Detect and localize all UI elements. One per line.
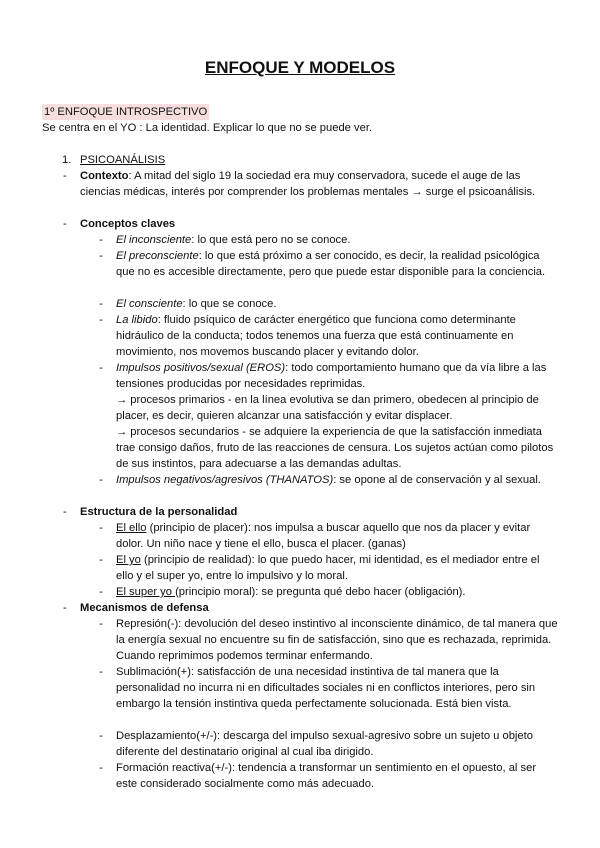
section-intro: Se centra en el YO : La identidad. Explicar lo que no se puede ver. xyxy=(42,122,373,134)
mecanismo-item: Desplazamiento(+/-): descarga del impulso sexual-agresivo sobre un sujeto u objeto diferente del destinatario original al cual iba dirigido. xyxy=(116,730,533,758)
bullet-dash: - xyxy=(63,170,67,182)
estructura-term: El ello xyxy=(116,522,147,534)
concept-term: La libido xyxy=(116,314,158,326)
bullet-dash: - xyxy=(99,314,103,326)
contexto-label: Contexto xyxy=(80,170,129,182)
concept-term: El preconsciente xyxy=(116,250,199,262)
estructura-item xyxy=(116,584,558,600)
mecanismo-item: Sublimación(+): satisfacción de una necesidad instintiva de tal manera que la personalidad no incurra ni en dificultades sociales ni en conflictos interiores, pero sin embargo la tensión instintiva queda perfectamente solucionada. Está bien vista. xyxy=(116,666,536,710)
estructura-item xyxy=(116,520,558,552)
bullet-dash: - xyxy=(99,666,103,678)
bullet-dash: - xyxy=(63,218,67,230)
concept-subitem: → procesos secundarios - se adquiere la experiencia de que la satisfacción inmediata trae consigo daños, fruto de las reacciones de censura. Los sujetos actúan como pilotos de sus instintos, para adecuarse a las demandas adultas. xyxy=(116,426,554,470)
bullet-dash: - xyxy=(99,618,103,630)
bullet-dash: - xyxy=(63,602,67,614)
concept-item xyxy=(116,248,558,280)
bullet-dash: - xyxy=(99,730,103,742)
concept-item xyxy=(116,232,558,248)
concept-text: : lo que está próximo a ser conocido, es decir, la realidad psicológica que no es accesible directamente, pero que puede estar disponible para la conciencia. xyxy=(116,250,546,278)
estructura-text: (principio de placer): nos impulsa a buscar aquello que nos da placer y evitar dolor. Un niño nace y tiene el ello, busca el placer. (ganas) xyxy=(116,522,531,550)
estructura-heading: Estructura de la personalidad xyxy=(80,506,238,518)
estructura-text: (principio de realidad): lo que puedo hacer, mi identidad, es el mediador entre el ello y el super yo, entre lo impulsivo y lo moral. xyxy=(116,554,540,582)
concept-term: Impulsos positivos/sexual (EROS) xyxy=(116,362,286,374)
estructura-term: El yo xyxy=(116,554,141,566)
bullet-dash: - xyxy=(99,298,103,310)
concept-term: Impulsos negativos/agresivos (THANATOS) xyxy=(116,474,334,486)
bullet-dash: - xyxy=(99,250,103,262)
conceptos-heading: Conceptos claves xyxy=(80,218,176,230)
bullet-dash: - xyxy=(99,586,103,598)
section-heading: 1º ENFOQUE INTROSPECTIVO xyxy=(44,106,208,118)
document-title: ENFOQUE Y MODELOS xyxy=(204,58,396,77)
estructura-item xyxy=(116,552,558,584)
concept-item xyxy=(116,472,558,488)
mecanismo-item: Formación reactiva(+/-): tendencia a transformar un sentimiento en el opuesto, al ser este considerado socialmente como más adecuado. xyxy=(116,762,537,790)
concept-text: : lo que se conoce. xyxy=(182,298,277,310)
list-number: 1. xyxy=(62,154,72,166)
concept-text: : fluido psíquico de carácter energético que funciona como determinante hidráulico de la conducta; todos tenemos una fuerza que está continuamente en movimiento, nos movemos buscando placer y evitando dolor. xyxy=(116,314,516,358)
contexto-text: : A mitad del siglo 19 la sociedad era muy conservadora, sucede el auge de las ciencias médicas, interés por comprender los problemas mentales → surge el psicoanálisis. xyxy=(80,170,536,198)
bullet-dash: - xyxy=(99,234,103,246)
contexto-paragraph xyxy=(80,168,562,200)
concept-term: El consciente xyxy=(116,298,183,310)
bullet-dash: - xyxy=(99,554,103,566)
concept-item xyxy=(116,312,558,360)
concept-item xyxy=(116,360,558,392)
bullet-dash: - xyxy=(99,474,103,486)
concept-text: : todo comportamiento humano que da vía libre a las tensiones producidas por necesidades reprimidas. xyxy=(116,362,547,390)
bullet-dash: - xyxy=(99,522,103,534)
concept-subitem: → procesos primarios - en la línea evolutiva se dan primero, obedecen al principio de placer, es decir, quieren alcanzar una satisfacción y evitar displacer. xyxy=(116,394,539,422)
mecanismos-heading: Mecanismos de defensa xyxy=(80,602,209,614)
mecanismo-item: Represión(-): devolución del deseo instintivo al inconsciente dinámico, de tal manera que la energía sexual no encuentre su fin de satisfacción, sino que es rechazada, reprimida. Cuando reprimimos podemos terminar enfermando. xyxy=(116,618,558,662)
estructura-text: (principio moral): se pregunta qué debo hacer (obligación). xyxy=(175,586,466,598)
bullet-dash: - xyxy=(99,362,103,374)
estructura-term: El super yo xyxy=(116,586,176,598)
concept-term: El inconsciente xyxy=(116,234,192,246)
concept-text: : lo que está pero no se conoce. xyxy=(191,234,351,246)
concept-text: : se opone al de conservación y al sexual. xyxy=(333,474,541,486)
bullet-dash: - xyxy=(99,762,103,774)
item-title-psicoanalisis: PSICOANÁLISIS xyxy=(80,154,166,166)
concept-item xyxy=(116,296,558,312)
bullet-dash: - xyxy=(63,506,67,518)
